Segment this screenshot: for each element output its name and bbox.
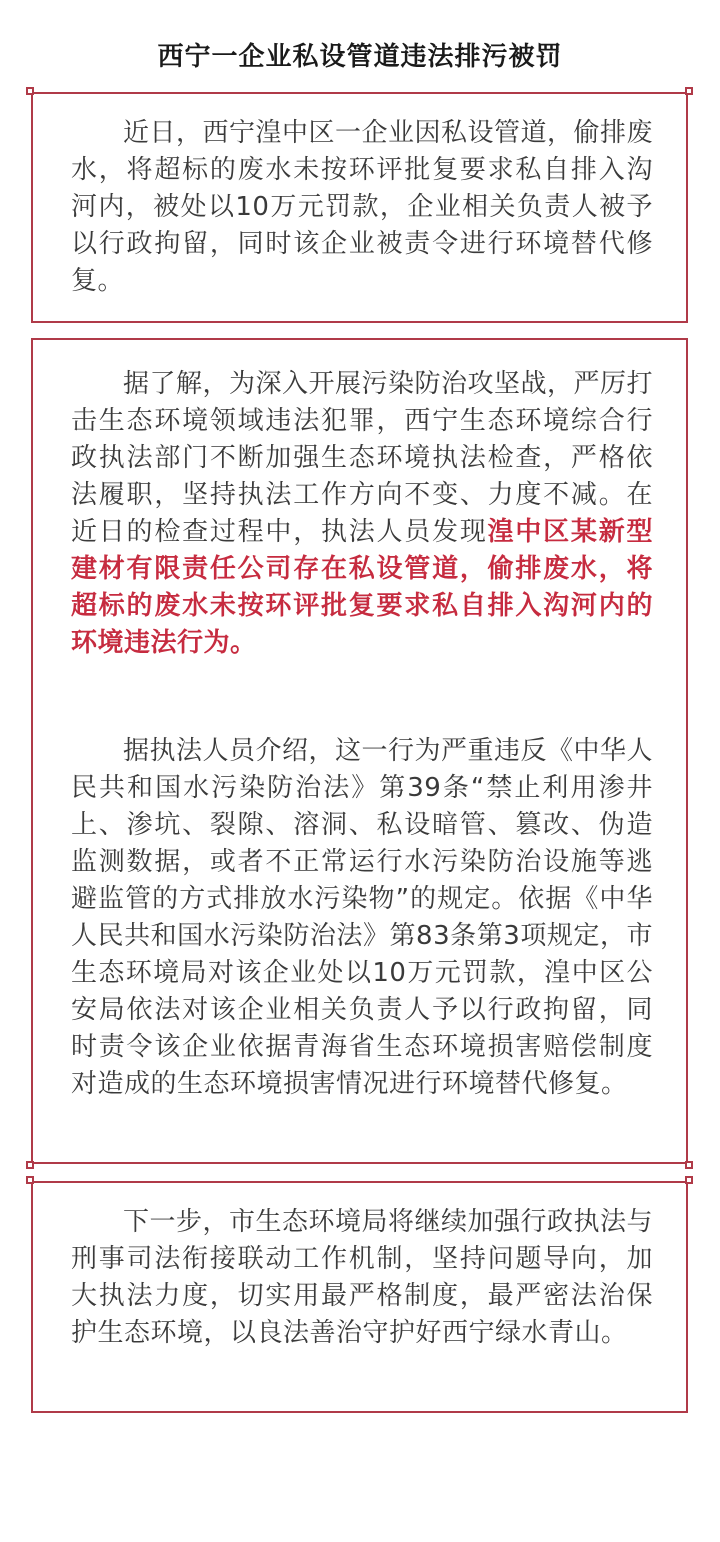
frame-corner-ornament	[26, 1176, 34, 1184]
article-title: 西宁一企业私设管道违法排污被罚	[157, 42, 563, 72]
details-frame	[31, 338, 688, 1164]
frame-corner-ornament	[685, 87, 693, 95]
legal-basis-paragraph: 据执法人员介绍，这一行为严重违反《中华人民共和国水污染防治法》第39条“禁止利用渗井上、渗坑、裂隙、溶洞、私设暗管、篡改、伪造监测数据，或者不正常运行水污染防治设施等逃避监管的方式排放水污染物”的规定。依据《中华人民共和国水污染防治法》第83条第3项规定，市生态环境局对该企业处以10万元罚款，湟中区公安局依法对该企业相关负责人予以行政拘留，同时责令该企业依据青海省生态环境损害赔偿制度对造成的生态环境损害情况进行环境替代修复。	[71, 736, 654, 1099]
frame-corner-ornament	[685, 1161, 693, 1169]
violation-highlight-text: 湟中区某新型建材有限责任公司存在私设管道，偷排废水，将超标的废水未按环评批复要求私自排入沟河内的环境违法行为。	[71, 517, 653, 658]
frame-corner-ornament	[26, 87, 34, 95]
frame-corner-ornament	[685, 1176, 693, 1184]
next-steps-frame	[31, 1181, 688, 1413]
intro-paragraph: 近日，西宁湟中区一企业因私设管道，偷排废水，将超标的废水未按环评批复要求私自排入沟河内，被处以10万元罚款，企业相关负责人被予以行政拘留，同时该企业被责令进行环境替代修复。	[71, 118, 654, 296]
next-steps-paragraph: 下一步，市生态环境局将继续加强行政执法与刑事司法衔接联动工作机制，坚持问题导向，加大执法力度，切实用最严格制度，最严密法治保护生态环境，以良法善治守护好西宁绿水青山。	[71, 1207, 654, 1348]
intro-frame	[31, 92, 688, 323]
investigation-lead-text: 据了解，为深入开展污染防治攻坚战，严厉打击生态环境领域违法犯罪，西宁生态环境综合行政执法部门不断加强生态环境执法检查，严格依法履职，坚持执法工作方向不变、力度不减。在近日的检查过程中，执法人员发现	[71, 369, 654, 547]
frame-corner-ornament	[26, 1161, 34, 1169]
investigation-paragraph	[71, 366, 653, 662]
